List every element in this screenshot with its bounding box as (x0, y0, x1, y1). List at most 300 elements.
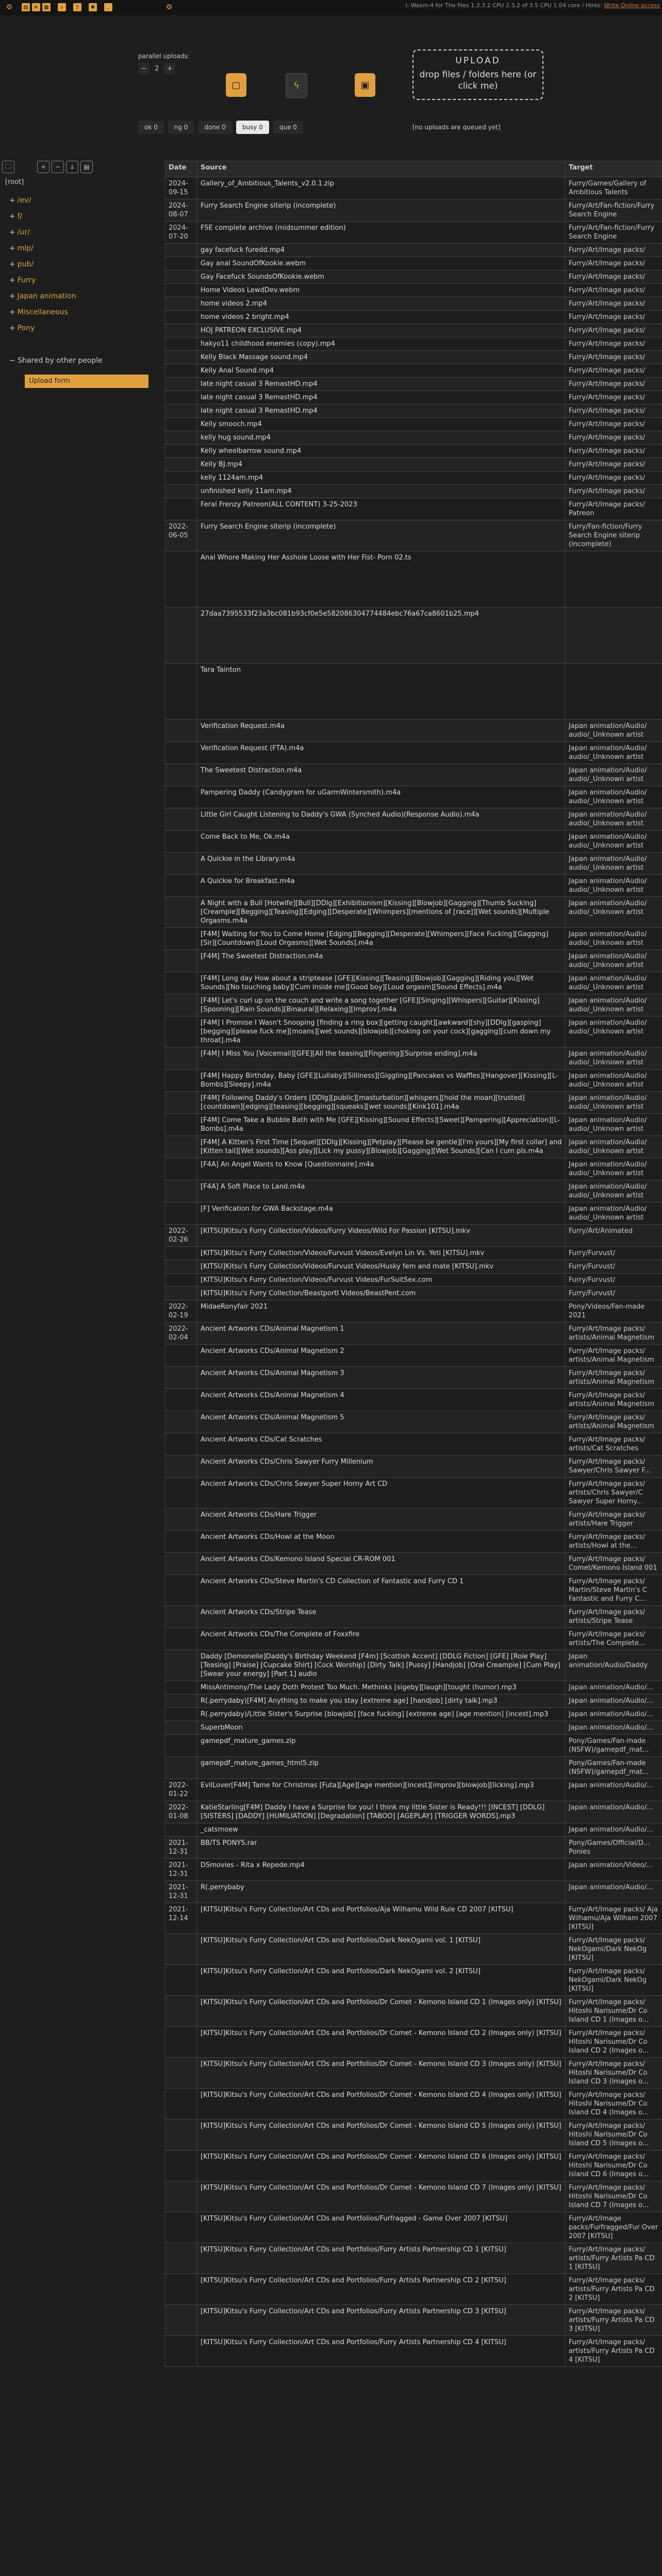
cell-target: Furry/Art/Image packs/ (566, 364, 662, 378)
sidebar-item-pony[interactable] (9, 320, 159, 336)
cell-source[interactable]: HOJ PATREON EXCLUSIVE.mp4 (197, 324, 566, 337)
cell-source[interactable]: late night casual 3 RemastHD.mp4 (197, 391, 566, 404)
table-row[interactable] (166, 1903, 662, 1934)
table-row[interactable] (166, 1575, 662, 1606)
cell-target: Furry/Art/Image packs/ (566, 337, 662, 351)
cell-source[interactable]: [F] Verification for GWA Backstage.m4a (197, 1202, 566, 1225)
tab-ng[interactable]: ng 0 (168, 121, 194, 134)
cell-target: Japan animation/Audio/ audio/_Unknown artist (566, 1202, 662, 1225)
cell-target: Japan animation/Audio/... (566, 1801, 662, 1823)
table-row[interactable] (166, 1070, 662, 1092)
table-row[interactable] (166, 1553, 662, 1575)
table-row[interactable] (166, 1837, 662, 1859)
decrement-button[interactable]: − (138, 63, 150, 74)
increment-button[interactable]: + (164, 63, 175, 74)
cell-source[interactable]: [KITSU]Kitsu's Furry Collection/Art CDs and Portfolios/Dr Comet - Kemono Island CD 4 (Images only) [KITSU] (197, 2089, 566, 2120)
expand-icon[interactable]: + (9, 292, 15, 300)
cell-source[interactable]: _catsmoew (197, 1823, 566, 1837)
hash-icon: ▣ (360, 79, 370, 91)
cell-source[interactable]: gay facefuck furedd.mp4 (197, 244, 566, 257)
cell-source[interactable]: Ancient Artworks CDs/Animal Magnetism 3 (197, 1367, 566, 1389)
table-row[interactable] (166, 1735, 662, 1757)
cell-date: 2024-07-20 (166, 222, 197, 244)
table-row[interactable] (166, 351, 662, 364)
table-row[interactable] (166, 607, 662, 664)
table-row[interactable] (166, 831, 662, 853)
tab-busy[interactable]: busy 0 (236, 121, 269, 134)
table-row[interactable] (166, 897, 662, 928)
cell-source[interactable]: DSmovies - Rita x Repede.mp4 (197, 1859, 566, 1881)
cell-date (166, 1455, 197, 1478)
sidebar-item-ev[interactable] (9, 193, 159, 209)
cell-source[interactable]: FSE complete archive (midsummer edition) (197, 222, 566, 244)
tree-root[interactable]: [root] (5, 178, 24, 186)
cell-date (166, 2027, 197, 2058)
cell-source[interactable]: Furry Search Engine siterip (incomplete) (197, 520, 566, 551)
sidebar-item-label: f/ (17, 212, 23, 221)
expand-icon[interactable]: + (9, 212, 15, 221)
cell-source[interactable]: gamepdf_mature_games.zip (197, 1735, 566, 1757)
cell-source[interactable]: [KITSU]Kitsu's Furry Collection/Art CDs and Portfolios/Dr Comet - Kemono Island CD 2 (Images only) [KITSU] (197, 2027, 566, 2058)
cell-source[interactable]: [F4A] An Angel Wants to Know [Questionnaire].m4a (197, 1158, 566, 1180)
table-row[interactable] (166, 471, 662, 485)
cell-date (166, 1934, 197, 1965)
cell-source[interactable]: [KITSU]Kitsu's Furry Collection/Art CDs and Portfolios/Dark NekOgami vol. 2 [KITSU] (197, 1965, 566, 1996)
cell-source[interactable]: Ancient Artworks CDs/Chris Sawyer Furry Millenium (197, 1455, 566, 1478)
table-row[interactable] (166, 764, 662, 786)
cell-source[interactable]: [KITSU]Kitsu's Furry Collection/Art CDs and Portfolios/Furry Artists Partnership CD 2 [KITSU] (197, 2274, 566, 2305)
table-row[interactable] (166, 2274, 662, 2305)
cell-source[interactable]: A Quickie for Breakfast.m4a (197, 875, 566, 897)
cell-source[interactable]: Kelly Black Massage sound.mp4 (197, 351, 566, 364)
table-row[interactable] (166, 177, 662, 199)
cell-source[interactable]: [F4M] Let's curl up on the couch and write a song together [GFE][Singing][Whispers][Guitar][Kissing][Spooning][Rain Sounds][Binaural][Relaxing][Improv].m4a (197, 994, 566, 1016)
upload-icon[interactable]: ⇧ (73, 3, 81, 11)
cell-target: Furry/Art/Image packs/ artists/Chris Sawyer/C Sawyer Super Horny... (566, 1478, 662, 1509)
cell-source[interactable]: Ancient Artworks CDs/Animal Magnetism 4 (197, 1389, 566, 1411)
cell-source[interactable]: Ancient Artworks CDs/Howl at the Moon (197, 1531, 566, 1553)
expand-icon[interactable]: + (9, 276, 15, 284)
table-row[interactable] (166, 284, 662, 297)
cell-source[interactable]: Ancient Artworks CDs/Hare Trigger (197, 1509, 566, 1531)
cell-target: Furry/Art/Image packs/ Hitoshi Narisume/Dr Co Island CD 5 (Images o... (566, 2120, 662, 2150)
upload-queue-status: [no uploads are queued yet] (412, 124, 501, 131)
cell-source[interactable]: [KITSU]Kitsu's Furry Collection/Videos/Furry Videos/Wild For Passion [KITSU].mkv (197, 1225, 566, 1247)
cell-source[interactable]: The Sweetest Distraction.m4a (197, 764, 566, 786)
table-row[interactable] (166, 2150, 662, 2181)
settings-icon[interactable]: ✱ (89, 3, 97, 11)
table-row[interactable] (166, 853, 662, 875)
table-row[interactable] (166, 324, 662, 337)
expand-icon[interactable]: + (9, 260, 15, 268)
cell-source[interactable]: [KITSU]Kitsu's Furry Collection/Art CDs and Portfolios/Dr Comet - Kemono Island CD 6 (Images only) [KITSU] (197, 2150, 566, 2181)
cell-target: Furry/Art/Image packs/ (566, 311, 662, 324)
expand-icon[interactable]: + (9, 228, 15, 236)
sidebar-item-mlp[interactable] (9, 241, 159, 257)
table-row[interactable] (166, 1367, 662, 1389)
list-icon[interactable]: ≡ (32, 3, 40, 11)
cell-source[interactable]: Kelly Anal Sound.mp4 (197, 364, 566, 378)
cell-target: Furry/Art/Image packs/ NekOgami/Dark NekOg [KITSU] (566, 1965, 662, 1996)
sidebar-item-ur[interactable] (9, 225, 159, 241)
table-row[interactable] (166, 257, 662, 270)
expand-icon[interactable]: + (9, 308, 15, 316)
cell-source[interactable]: Anal Whore Making Her Asshole Loose with Her Fist- Porn 02.ts (197, 551, 566, 607)
cell-date (166, 1721, 197, 1735)
table-row[interactable] (166, 1274, 662, 1287)
cell-date (166, 418, 197, 431)
lock-icon[interactable]: 🔒 (104, 3, 112, 11)
table-row[interactable] (166, 1323, 662, 1345)
table-row[interactable] (166, 1606, 662, 1628)
cell-target: Japan animation/Audio/ audio/_Unknown artist (566, 808, 662, 831)
cell-source[interactable]: [KITSU]Kitsu's Furry Collection/Art CDs and Portfolios/Furry Artists Partnership CD 1 [KITSU] (197, 2243, 566, 2274)
cell-target: Japan animation/Audio/ audio/_Unknown artist (566, 928, 662, 950)
table-row[interactable] (166, 2027, 662, 2058)
cell-source[interactable]: KatieStarling[F4M] Daddy I have a Surprise for you! I think my little Sister is Ready!!! [INCEST] [DDLG] [SISTERS] [DADDY] [HUMILIATION] [Degradation] [TABOO] [AGEPLAY] [TRIGGER WORDS].mp3 (197, 1801, 566, 1823)
table-row[interactable] (166, 720, 662, 742)
table-row[interactable] (166, 1455, 662, 1478)
cell-target: Japan animation/Audio/ audio/_Unknown artist (566, 1047, 662, 1070)
table-row[interactable] (166, 1934, 662, 1965)
table-row[interactable] (166, 337, 662, 351)
sidebar-item-japan-animation[interactable] (9, 289, 159, 304)
cell-target: Furry/Furvust/ (566, 1287, 662, 1300)
cell-date (166, 257, 197, 270)
sidebar-item-upload-form[interactable]: Upload form (25, 375, 148, 388)
cell-source[interactable]: A Quickie in the Library.m4a (197, 853, 566, 875)
table-row[interactable] (166, 1531, 662, 1553)
cell-date (166, 1553, 197, 1575)
table-row[interactable] (166, 2181, 662, 2212)
table-row[interactable] (166, 1202, 662, 1225)
table-row[interactable] (166, 1114, 662, 1136)
cell-source[interactable]: [KITSU]Kitsu's Furry Collection/Art CDs and Portfolios/Furry Artists Partnership CD 3 [KITSU] (197, 2305, 566, 2336)
upload-options (138, 53, 195, 83)
cell-source[interactable]: [F4M] Following Daddy's Orders [DDlg][public][masturbation][whispers][hold the moan][trusted][countdown][edging][teasing][begging][squeaks][wet sounds][Kink101].m4a (197, 1092, 566, 1114)
cell-source[interactable]: R(.perrydaby)[F4M] Anything to make you stay [extreme age] [handjob] [dirty talk].mp3 (197, 1694, 566, 1708)
table-row[interactable] (166, 445, 662, 458)
table-row[interactable] (166, 1287, 662, 1300)
cell-source[interactable]: [F4M] A Kitten's First Time [Sequel][DDlg][Kissing][Petplay][Please be gentle][I'm yours][My first collar] and [Kitten tail][Wet sounds][Ass play][Lick my pussy][Blowjob][Gagging][Wet Sounds][Can I cum pls.m4a (197, 1136, 566, 1158)
table-row[interactable] (166, 391, 662, 404)
cell-source[interactable]: Kelly BJ.mp4 (197, 458, 566, 471)
cell-source[interactable]: 27daa7395533f23a3bc081b93cf0e5e582086304774484ebc76a67ca8601b25.mp4 (197, 607, 566, 664)
cell-source[interactable]: [F4M] The Sweetest Distraction.m4a (197, 950, 566, 972)
cell-source[interactable]: [KITSU]Kitsu's Furry Collection/Art CDs and Portfolios/Furry Artists Partnership CD 4 [KITSU] (197, 2336, 566, 2367)
gear-icon[interactable]: ⚙ (6, 3, 13, 11)
table-row[interactable] (166, 1433, 662, 1455)
collapse-button[interactable]: − (52, 161, 64, 173)
cell-target: Furry/Furvust/ (566, 1274, 662, 1287)
table-row[interactable] (166, 1681, 662, 1694)
cell-source[interactable]: Furry Search Engine siterip (incomplete) (197, 199, 566, 222)
cell-source[interactable]: Gallery_of_Ambitious_Talents_v2.0.1.zip (197, 177, 566, 199)
cell-source[interactable]: Ancient Artworks CDs/Steve Martin's CD Collection of Fantastic and Furry CD 1 (197, 1575, 566, 1606)
table-row[interactable] (166, 1478, 662, 1509)
cell-source[interactable]: Kelly smooch.mp4 (197, 418, 566, 431)
cell-date (166, 458, 197, 471)
cell-source[interactable]: Home Videos LewdDev.webm (197, 284, 566, 297)
cell-source[interactable]: BB/TS PONYS.rar (197, 1837, 566, 1859)
cell-target: Furry/Art/Image packs/ (566, 431, 662, 445)
search-icon[interactable]: ⌕ (58, 3, 66, 11)
table-row[interactable] (166, 1823, 662, 1837)
cell-target (566, 607, 662, 664)
cell-date (166, 1367, 197, 1389)
cell-source[interactable]: Little Girl Caught Listening to Daddy's GWA (Synched Audio)(Response Audio).m4a (197, 808, 566, 831)
table-row[interactable] (166, 1047, 662, 1070)
sort-button[interactable]: ↓ (66, 161, 78, 173)
table-row[interactable] (166, 950, 662, 972)
table-row[interactable] (166, 1628, 662, 1650)
cell-source[interactable]: [KITSU]Kitsu's Furry Collection/Art CDs and Portfolios/Dr Comet - Kemono Island CD 1 (Images only) [KITSU] (197, 1996, 566, 2027)
sidebar-item-furry[interactable] (9, 273, 159, 289)
cell-source[interactable]: [KITSU]Kitsu's Furry Collection/BeastportI Videos/BeastPent.com (197, 1287, 566, 1300)
table-row[interactable] (166, 1158, 662, 1180)
table-row[interactable] (166, 2305, 662, 2336)
cell-target: Furry/Art/Image packs/ (566, 351, 662, 364)
cell-source[interactable]: [F4M] I Miss You [Voicemail][GFE][All the teasing][Fingering][Surprise ending].m4a (197, 1047, 566, 1070)
cell-source[interactable]: R(.perrydaby)/Little Sister's Surprise [blowjob] [face fucking] [extreme age] [age mention] [incest].mp3 (197, 1708, 566, 1721)
info-icon[interactable]: ⚙ (166, 3, 173, 11)
table-row[interactable] (166, 1881, 662, 1903)
parallel-uploads-value[interactable]: 2 (155, 64, 159, 73)
cell-date (166, 1260, 197, 1274)
table-row[interactable] (166, 928, 662, 950)
table-row[interactable] (166, 742, 662, 764)
table-row[interactable] (166, 664, 662, 720)
table-row[interactable] (166, 2058, 662, 2089)
table-row[interactable] (166, 1721, 662, 1735)
table-row[interactable] (166, 1225, 662, 1247)
tab-done[interactable]: done 0 (198, 121, 231, 134)
cell-source[interactable]: EvilLover[F4M] Tame for Christmas [Futa][Age][age mention][incest][improv][blowjob][licking].mp3 (197, 1779, 566, 1801)
table-row[interactable] (166, 1650, 662, 1681)
cell-target: Furry/Art/Image packs/ Patreon (566, 498, 662, 520)
cell-date (166, 1114, 197, 1136)
cell-source[interactable]: [KITSU]Kitsu's Furry Collection/Videos/Furvust Videos/FurSuitSex.com (197, 1274, 566, 1287)
cell-source[interactable]: Ancient Artworks CDs/Stripe Tease (197, 1606, 566, 1628)
cell-source[interactable]: [KITSU]Kitsu's Furry Collection/Videos/Furvust Videos/Evelyn Lin Vs. Yeti [KITSU].mkv (197, 1247, 566, 1260)
cell-source[interactable]: Gay anal SoundOfKookie.webm (197, 257, 566, 270)
filter-button[interactable]: ▤ (80, 161, 93, 173)
cell-source[interactable]: Ancient Artworks CDs/The Complete of Foxxfire (197, 1628, 566, 1650)
table-row[interactable] (166, 1801, 662, 1823)
column-header-source[interactable]: Source (197, 161, 566, 177)
tree-toggle-button[interactable]: 🗀 (2, 161, 14, 173)
cell-source[interactable]: [F4M] Come Take a Bubble Bath with Me [GFE][Kissing][Sound Effects][Sweet][Pampering][Appreciation][L-Bombs].m4a (197, 1114, 566, 1136)
cell-target: Japan animation/Audio/ audio/_Unknown artist (566, 853, 662, 875)
table-row[interactable] (166, 222, 662, 244)
cell-source[interactable]: Pampering Daddy (Candygram for uGarmWintersmith).m4a (197, 786, 566, 808)
expand-icon[interactable]: + (9, 244, 15, 252)
table-row[interactable] (166, 485, 662, 498)
cell-source[interactable]: [F4M] Happy Birthday, Baby [GFE][Lullaby][Silliness][Giggling][Pancakes vs Waffles][Hangover][Kissing][L-Bombs][Sleepy].m4a (197, 1070, 566, 1092)
cell-source[interactable]: A Night with a Bull [Hotwife][Bull][DDlg][Exhibitionism][Kissing][Blowjob][Gagging][Thumb Sucking][Creampie][Begging][Teasing][Edging][Desperate][Whimpers][mentions of [race]][Wet sounds][Multiple Orgasms.m4a (197, 897, 566, 928)
table-body (166, 177, 662, 2367)
cell-target: Japan animation/Audio/ audio/_Unknown artist (566, 742, 662, 764)
cell-source[interactable]: MidaeRonyfair 2021 (197, 1300, 566, 1323)
cell-source[interactable]: [KITSU]Kitsu's Furry Collection/Art CDs and Portfolios/Dr Comet - Kemono Island CD 7 (Images only) [KITSU] (197, 2181, 566, 2212)
cell-target: Furry/Art/Image packs/ Sawyer/Chris Sawyer F... (566, 1455, 662, 1478)
grid-icon[interactable]: ▦ (42, 3, 51, 11)
cell-target: Furry/Art/Image packs/ (566, 445, 662, 458)
table-row[interactable] (166, 1260, 662, 1274)
cell-source[interactable]: gamepdf_mature_games_html5.zip (197, 1757, 566, 1779)
cell-target: Furry/Art/Image packs/ artists/Howl at the... (566, 1531, 662, 1553)
cell-source[interactable]: R(.perrybaby (197, 1881, 566, 1903)
table-row[interactable] (166, 808, 662, 831)
table-row[interactable] (166, 1757, 662, 1779)
table-row[interactable] (166, 786, 662, 808)
table-row[interactable] (166, 551, 662, 607)
cell-date (166, 1606, 197, 1628)
toggle-folder-upload-button[interactable] (226, 73, 246, 97)
cell-date (166, 1202, 197, 1225)
cell-source[interactable]: Verification Request (FTA).m4a (197, 742, 566, 764)
cell-target: Furry/Art/Image packs/ Aja Wilhamu/Aja Wilham 2007 [KITSU] (566, 1903, 662, 1934)
table-row[interactable] (166, 1694, 662, 1708)
table-row[interactable] (166, 972, 662, 994)
expand-icon[interactable]: + (9, 196, 15, 205)
cell-source[interactable]: Ancient Artworks CDs/Cat Scratches (197, 1433, 566, 1455)
table-row[interactable] (166, 270, 662, 284)
cell-target: Japan animation/Audio/... (566, 1721, 662, 1735)
cell-source[interactable]: home videos 2.mp4 (197, 297, 566, 311)
table-row[interactable] (166, 431, 662, 445)
cell-target: Japan animation/Audio/ audio/_Unknown artist (566, 1070, 662, 1092)
cell-source[interactable]: [F4M] Long day How about a striptease [GFE][Kissing][Teasing][Blowjob][Gagging][Riding you][Wet Sounds][No touching baby][Cum inside me][Good boy][Loud orgasm][Sound Effects].m4a (197, 972, 566, 994)
cell-source[interactable]: Ancient Artworks CDs/Animal Magnetism 1 (197, 1323, 566, 1345)
table-row[interactable] (166, 1092, 662, 1114)
cell-source[interactable]: [KITSU]Kitsu's Furry Collection/Art CDs and Portfolios/Dark NekOgami vol. 1 [KITSU] (197, 1934, 566, 1965)
hint-text: I: Wasm-4 for The files 1.3.3.2 CPU 2.3.2 of 3.5 CPU 1.04 core / Hints: (405, 2, 602, 9)
shared-header[interactable] (9, 357, 103, 365)
folder-icon[interactable]: ▤ (22, 3, 30, 11)
table-row[interactable] (166, 1389, 662, 1411)
table-row[interactable] (166, 1859, 662, 1881)
table-row[interactable] (166, 1300, 662, 1323)
cell-source[interactable]: Come Back to Me, Ok.m4a (197, 831, 566, 853)
cell-source[interactable]: hakyo11 childhood enemies (copy).mp4 (197, 337, 566, 351)
column-header-date[interactable]: Date (166, 161, 197, 177)
table-row[interactable] (166, 364, 662, 378)
table-row[interactable] (166, 418, 662, 431)
table-row[interactable] (166, 2089, 662, 2120)
file-icon: ▢ (231, 79, 241, 91)
table-row[interactable] (166, 458, 662, 471)
cell-source[interactable]: Ancient Artworks CDs/Animal Magnetism 2 (197, 1345, 566, 1367)
table-row[interactable] (166, 1247, 662, 1260)
table-row[interactable] (166, 378, 662, 391)
cell-target: Furry/Art/Animated (566, 1225, 662, 1247)
table-row[interactable] (166, 1411, 662, 1433)
cell-source[interactable]: Gay Facefuck SoundsOfKookie.webm (197, 270, 566, 284)
table-row[interactable] (166, 311, 662, 324)
table-row[interactable] (166, 404, 662, 418)
cell-source[interactable]: Kelly wheelbarrow sound.mp4 (197, 445, 566, 458)
sidebar-item-miscellaneous[interactable] (9, 304, 159, 320)
table-row[interactable] (166, 1509, 662, 1531)
table-row[interactable] (166, 1708, 662, 1721)
cell-source[interactable]: Ancient Artworks CDs/Animal Magnetism 5 (197, 1411, 566, 1433)
cell-source[interactable]: late night casual 3 RemastHD.mp4 (197, 378, 566, 391)
cell-source[interactable]: Daddy [Demonelle]Daddy's Birthday Weekend [F4m] [Scottish Accent] [DDLG Fiction] [GFE] [Role Play] [Teasing] [Praise] [Cupcake Shirt] [Cock Worship] [Dirty Talk] [Pussy] [Handjob] [Oral Creampie] [Cum Play] [Swear your energy] [Part 1] audio (197, 1650, 566, 1681)
cell-source[interactable]: SuperbMoon (197, 1721, 566, 1735)
table-row[interactable] (166, 994, 662, 1016)
cell-source[interactable]: Verification Request.m4a (197, 720, 566, 742)
cell-target (566, 664, 662, 720)
cell-source[interactable]: Ancient Artworks CDs/Chris Sawyer Super Horny Art CD (197, 1478, 566, 1509)
table-row[interactable] (166, 2243, 662, 2274)
tab-que[interactable]: que 0 (273, 121, 303, 134)
cell-source[interactable]: Ancient Artworks CDs/Kemono Island Special CR-ROM 001 (197, 1553, 566, 1575)
cell-source[interactable]: Tara Tainton (197, 664, 566, 720)
table-row[interactable] (166, 1345, 662, 1367)
expand-button[interactable]: + (37, 161, 49, 173)
cell-source[interactable]: unfinished kelly 11am.mp4 (197, 485, 566, 498)
cell-date (166, 607, 197, 664)
cell-target: Furry/Art/Image packs/ (566, 257, 662, 270)
cell-source[interactable]: home videos 2 bright.mp4 (197, 311, 566, 324)
cell-source[interactable]: late night casual 3 RemastHD.mp4 (197, 404, 566, 418)
upload-dropzone[interactable] (412, 49, 543, 100)
hint-link[interactable]: Write Online access (604, 2, 660, 9)
table-row[interactable] (166, 199, 662, 222)
cell-source[interactable]: MissAntimony/The Lady Doth Protest Too Much. Methinks [sigeby][laugh][tought (humor).mp3 (197, 1681, 566, 1694)
table-row[interactable] (166, 1180, 662, 1202)
cell-source[interactable]: [F4A] A Soft Place to Land.m4a (197, 1180, 566, 1202)
table-row[interactable] (166, 498, 662, 520)
table-row[interactable] (166, 1779, 662, 1801)
cell-source[interactable]: [KITSU]Kitsu's Furry Collection/Art CDs and Portfolios/Dr Comet - Kemono Island CD 5 (Images only) [KITSU] (197, 2120, 566, 2150)
cell-source[interactable]: [KITSU]Kitsu's Furry Collection/Videos/Furvust Videos/Husky fem and mate [KITSU].mkv (197, 1260, 566, 1274)
cell-source[interactable]: kelly 1124am.mp4 (197, 471, 566, 485)
toggle-hash-button[interactable] (355, 73, 375, 97)
sidebar-item-pub[interactable] (9, 257, 159, 273)
table-row[interactable] (166, 297, 662, 311)
sidebar-item-f[interactable] (9, 209, 159, 225)
cell-target: Furry/Art/Image packs/ artists/Furry Artists Pa CD 2 [KITSU] (566, 2274, 662, 2305)
table-row[interactable] (166, 1016, 662, 1047)
cell-target: Furry/Art/Image packs/ artists/Furry Artists Pa CD 3 [KITSU] (566, 2305, 662, 2336)
expand-icon[interactable]: + (9, 324, 15, 332)
cell-source[interactable]: [F4M] Waiting for You to Come Home [Edging][Begging][Desperate][Whimpers][Face Fucking][Gagging][Sir][Countdown][Loud Orgasms][Wet Sounds].m4a (197, 928, 566, 950)
table-row[interactable] (166, 1996, 662, 2027)
table-row[interactable] (166, 875, 662, 897)
toggle-turbo-button[interactable] (286, 73, 307, 98)
table-row[interactable] (166, 2212, 662, 2243)
table-row[interactable] (166, 1965, 662, 1996)
cell-source[interactable]: kelly hug sound.mp4 (197, 431, 566, 445)
tab-ok[interactable]: ok 0 (138, 121, 164, 134)
cell-source[interactable]: [F4M] I Promise I Wasn't Snooping [finding a ring box][getting caught][awkward][shy][DDlg][gasping][begging][please fuck me][moans][wet sounds][blowjob][choking on your cock][gagging][cum down my throat].m4a (197, 1016, 566, 1047)
table-row[interactable] (166, 244, 662, 257)
cell-date (166, 2120, 197, 2150)
cell-source[interactable]: [KITSU]Kitsu's Furry Collection/Art CDs and Portfolios/Furfragged - Game Over 2007 [KITSU] (197, 2212, 566, 2243)
table-row[interactable] (166, 2336, 662, 2367)
table-row[interactable] (166, 1136, 662, 1158)
table-row[interactable] (166, 520, 662, 551)
cell-source[interactable]: [KITSU]Kitsu's Furry Collection/Art CDs and Portfolios/Aja Wilhamu Wild Rule CD 2007 [KITSU] (197, 1903, 566, 1934)
cell-date (166, 551, 197, 607)
cell-date (166, 498, 197, 520)
table-row[interactable] (166, 2120, 662, 2150)
cell-source[interactable]: Feral Frenzy Patreon(ALL CONTENT) 3-25-2023 (197, 498, 566, 520)
cell-source[interactable]: [KITSU]Kitsu's Furry Collection/Art CDs and Portfolios/Dr Comet - Kemono Island CD 3 (Images only) [KITSU] (197, 2058, 566, 2089)
column-header-target[interactable]: Target (566, 161, 662, 177)
